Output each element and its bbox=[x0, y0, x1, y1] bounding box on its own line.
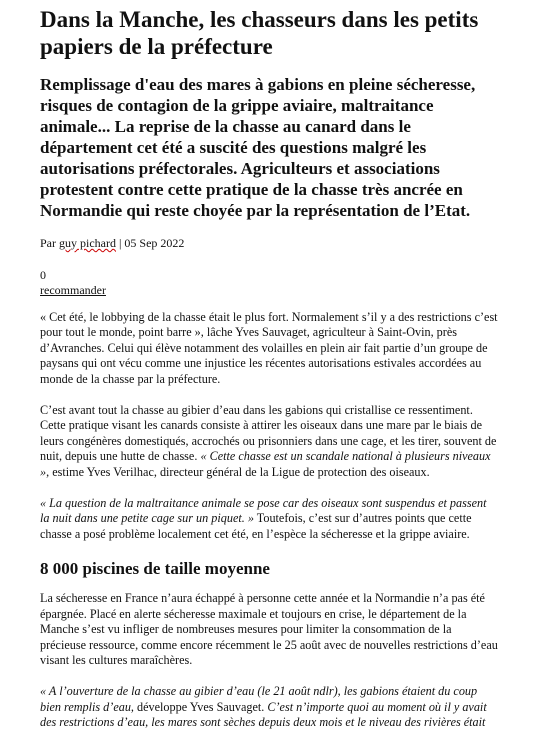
paragraph-2-quote: « Cette chasse est un scandale national à plusieurs niveaux » bbox=[40, 449, 491, 479]
byline-prefix: Par bbox=[40, 236, 56, 250]
paragraph-3-text: Toutefois, c’est sur d’autres points que cette chasse a posé problème localement cet été, en l’espèce la sécheresse et la grippe aviaire. bbox=[40, 511, 472, 541]
paragraph-5-attribution: développe Yves Sauvaget. bbox=[133, 699, 265, 714]
paragraph-3 bbox=[40, 496, 498, 542]
byline-separator: | bbox=[118, 236, 122, 250]
subheading: 8 000 piscines de taille moyenne bbox=[40, 559, 270, 579]
recommend-count: 0 bbox=[40, 268, 46, 282]
recommend-link[interactable]: recommander bbox=[40, 283, 106, 297]
paragraph-4: La sécheresse en France n’aura échappé à personne cette année et la Normandie n’a pas été épargnée. Placé en alerte sécheresse maximale et toujours en crise, le département de la Manche s’est vu infliger de nombreuses mesures pour limiter la consommation de la précieuse ressource, comme encore récemment le 25 août avec de nouvelles restrictions d’eau visant les cultures maraîchères. bbox=[40, 591, 498, 667]
byline bbox=[40, 236, 498, 251]
paragraph-3-quote: « La question de la maltraitance animale se pose car des oiseaux sont suspendus et passent la nuit dans une petite cage sur un piquet. » bbox=[40, 496, 487, 526]
paragraph-5 bbox=[40, 684, 498, 730]
paragraph-2-text: C’est avant tout la chasse au gibier d’eau dans les gabions qui cristallise ce ressentiment. Cette pratique visant les canards consiste à attirer les oiseaux dans une mare par le biais de leurs congénères domestiqués, accrochés ou prisonniers dans une cage, et les tirer, souvent de nuit, depuis une hutte de chasse. bbox=[40, 403, 497, 464]
recommend-block bbox=[40, 268, 498, 298]
paragraph-5-quote: « A l’ouverture de la chasse au gibier d’eau (le 21 août ndlr), les gabions étaient du coup bien remplis d’eau, bbox=[40, 684, 478, 714]
publish-date: 05 Sep 2022 bbox=[124, 236, 185, 250]
article-title: Dans la Manche, les chasseurs dans les petits papiers de la préfecture bbox=[40, 7, 479, 59]
article-lede: Remplissage d'eau des mares à gabions en pleine sécheresse, risques de contagion de la grippe aviaire, maltraitance animale... La reprise de la chasse au canard dans le département cet été a suscité des questions malgré les autorisations préfectorales. Agriculteurs et associations protestent contre cette pratique de la chasse très ancrée en Normandie qui reste choyée par la représentation de l’Etat. bbox=[40, 75, 476, 220]
paragraph-2-attribution: , estime Yves Verilhac, directeur général de la Ligue de protection des oiseaux. bbox=[46, 464, 430, 479]
paragraph-2 bbox=[40, 403, 498, 480]
paragraph-1: « Cet été, le lobbying de la chasse était le plus fort. Normalement s’il y a des restrictions c’est pour tout le monde, point barre », lâche Yves Sauvaget, agriculteur à Saint-Ovin, près d’Avranches. Celui qui élève notamment des volailles en plein air fait partie d’un groupe de paysans qui ont vécu comme une injustice les récentes autorisations estivales accordées au monde de la chasse par la préfecture. bbox=[40, 310, 498, 386]
author-link[interactable]: guy pichard bbox=[59, 236, 116, 250]
paragraph-5-quote-continued: C’est n’importe quoi au moment où il y avait des restrictions d’eau, les mares sont sèches depuis deux mois et le niveau des rivières était bbox=[40, 699, 487, 730]
